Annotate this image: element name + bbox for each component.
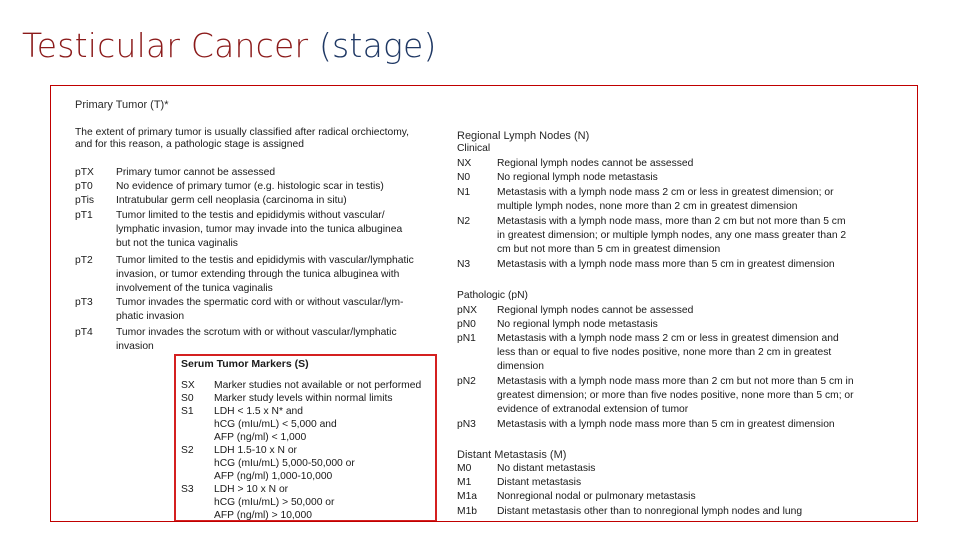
stage-description-line: lymphatic invasion, tumor may invade into the tunica albuginea [116,224,403,236]
stage-code: pT4 [75,327,93,338]
slide-title-main: Testicular Cancer [22,26,309,65]
stage-description-line: involvement of the tunica vaginalis [116,283,273,295]
stage-code: S0 [181,393,194,404]
stage-description-line: Regional lymph nodes cannot be assessed [497,305,694,316]
stage-description-line: invasion [116,341,154,353]
stage-description-line: in greatest dimension; or multiple lymph nodes, any one mass greater than 2 [497,230,847,242]
stage-description-line: LDH > 10 x N or [214,484,289,495]
stage-code: pN2 [457,376,476,387]
stage-code: M0 [457,463,472,474]
stage-description-line: Tumor limited to the testis and epididymis with vascular/lymphatic [116,255,414,266]
stage-description-line: Marker study levels within normal limits [214,393,393,404]
stage-code: N0 [457,172,471,183]
stage-description-line: Distant metastasis [497,477,582,488]
stage-description-line: dimension [497,361,544,373]
stage-description-line: AFP (ng/ml) 1,000-10,000 [214,470,333,482]
stage-description-line: Tumor invades the spermatic cord with or without vascular/lym- [116,297,404,308]
stage-description-line: Distant metastasis other than to nonregional lymph nodes and lung [497,506,803,517]
staging-document [50,85,918,522]
stage-description-line: No distant metastasis [497,463,596,474]
stage-description-line: evidence of extranodal extension of tumor [497,404,689,416]
stage-description-line: hCG (mIu/mL) > 50,000 or [214,496,335,508]
stage-description-line: AFP (ng/ml) > 10,000 [214,509,312,521]
stage-code: N3 [457,259,471,270]
stage-code: S3 [181,484,194,495]
stage-description-line: phatic invasion [116,311,185,323]
stage-description-line: Metastasis with a lymph node mass 2 cm or less in greatest dimension; or [497,187,834,198]
serum-markers-box [174,354,437,522]
stage-code: pTX [75,167,94,178]
stage-description-line: Regional lymph nodes cannot be assessed [497,158,694,169]
stage-description-line: hCG (mIu/mL) 5,000-50,000 or [214,457,355,469]
primary-tumor-intro-line: The extent of primary tumor is usually classified after radical orchiectomy, [75,127,410,138]
stage-description-line: No regional lymph node metastasis [497,319,658,330]
clinical-label: Clinical [457,143,491,154]
stage-code: M1 [457,477,472,488]
stage-code: N1 [457,187,471,198]
stage-code: pT0 [75,181,93,192]
stage-description-line: cm but not more than 5 cm in greatest dimension [497,244,721,256]
stage-description-line: Metastasis with a lymph node mass more than 5 cm in greatest dimension [497,259,835,270]
stage-code: pN0 [457,319,476,330]
stage-code: M1b [457,506,478,517]
primary-tumor-heading: Primary Tumor (T)* [75,99,169,111]
slide-title-paren: (stage) [318,26,437,65]
stage-code: S1 [181,406,194,417]
stage-code: pT1 [75,210,93,221]
stage-description-line: less than or equal to five nodes positive, none more than 2 cm in greatest [497,347,832,359]
stage-description-line: Metastasis with a lymph node mass, more than 2 cm but not more than 5 cm [497,216,846,227]
regional-nodes-heading: Regional Lymph Nodes (N) [457,130,590,142]
stage-description-line: Metastasis with a lymph node mass more than 2 cm but not more than 5 cm in [497,376,854,387]
stage-description-line: greatest dimension; or more than five nodes positive, none more than 5 cm; or [497,390,854,402]
stage-code: pNX [457,305,478,316]
stage-code: S2 [181,445,194,456]
stage-code: pTis [75,195,95,206]
stage-code: M1a [457,491,478,502]
stage-code: NX [457,158,472,169]
slide-title [22,26,437,65]
stage-description-line: No regional lymph node metastasis [497,172,658,183]
stage-code: pN3 [457,419,476,430]
stage-code: pT3 [75,297,93,308]
stage-description-line: Nonregional nodal or pulmonary metastasis [497,491,696,502]
stage-code: pT2 [75,255,93,266]
staging-document-content [51,86,917,521]
stage-description-line: multiple lymph nodes, none more than 2 cm in greatest dimension [497,201,798,213]
stage-description-line: LDH 1.5-10 x N or [214,445,297,456]
stage-description-line: Tumor invades the scrotum with or without vascular/lymphatic [116,327,397,338]
stage-description-line: Metastasis with a lymph node mass 2 cm or less in greatest dimension and [497,333,839,344]
stage-description-line: invasion, or tumor extending through the tunica albuginea with [116,269,400,281]
stage-description-line: Intratubular germ cell neoplasia (carcinoma in situ) [116,195,347,206]
stage-description-line: Metastasis with a lymph node mass more than 5 cm in greatest dimension [497,419,835,430]
stage-code: N2 [457,216,471,227]
pathologic-label: Pathologic (pN) [457,290,528,301]
stage-description-line: hCG (mIu/mL) < 5,000 and [214,418,337,430]
primary-tumor-intro-line: and for this reason, a pathologic stage is assigned [75,139,304,150]
stage-code: pN1 [457,333,476,344]
stage-description-line: Marker studies not available or not performed [214,380,422,391]
serum-markers-heading: Serum Tumor Markers (S) [181,358,309,370]
stage-description-line: LDH < 1.5 x N* and [214,406,304,417]
stage-description-line: No evidence of primary tumor (e.g. histologic scar in testis) [116,181,384,192]
stage-description-line: AFP (ng/ml) < 1,000 [214,431,307,443]
stage-description-line: Primary tumor cannot be assessed [116,167,276,178]
stage-description-line: but not the tunica vaginalis [116,238,238,250]
stage-description-line: Tumor limited to the testis and epididymis without vascular/ [116,210,385,221]
distant-metastasis-heading: Distant Metastasis (M) [457,449,567,461]
stage-code: SX [181,380,195,391]
